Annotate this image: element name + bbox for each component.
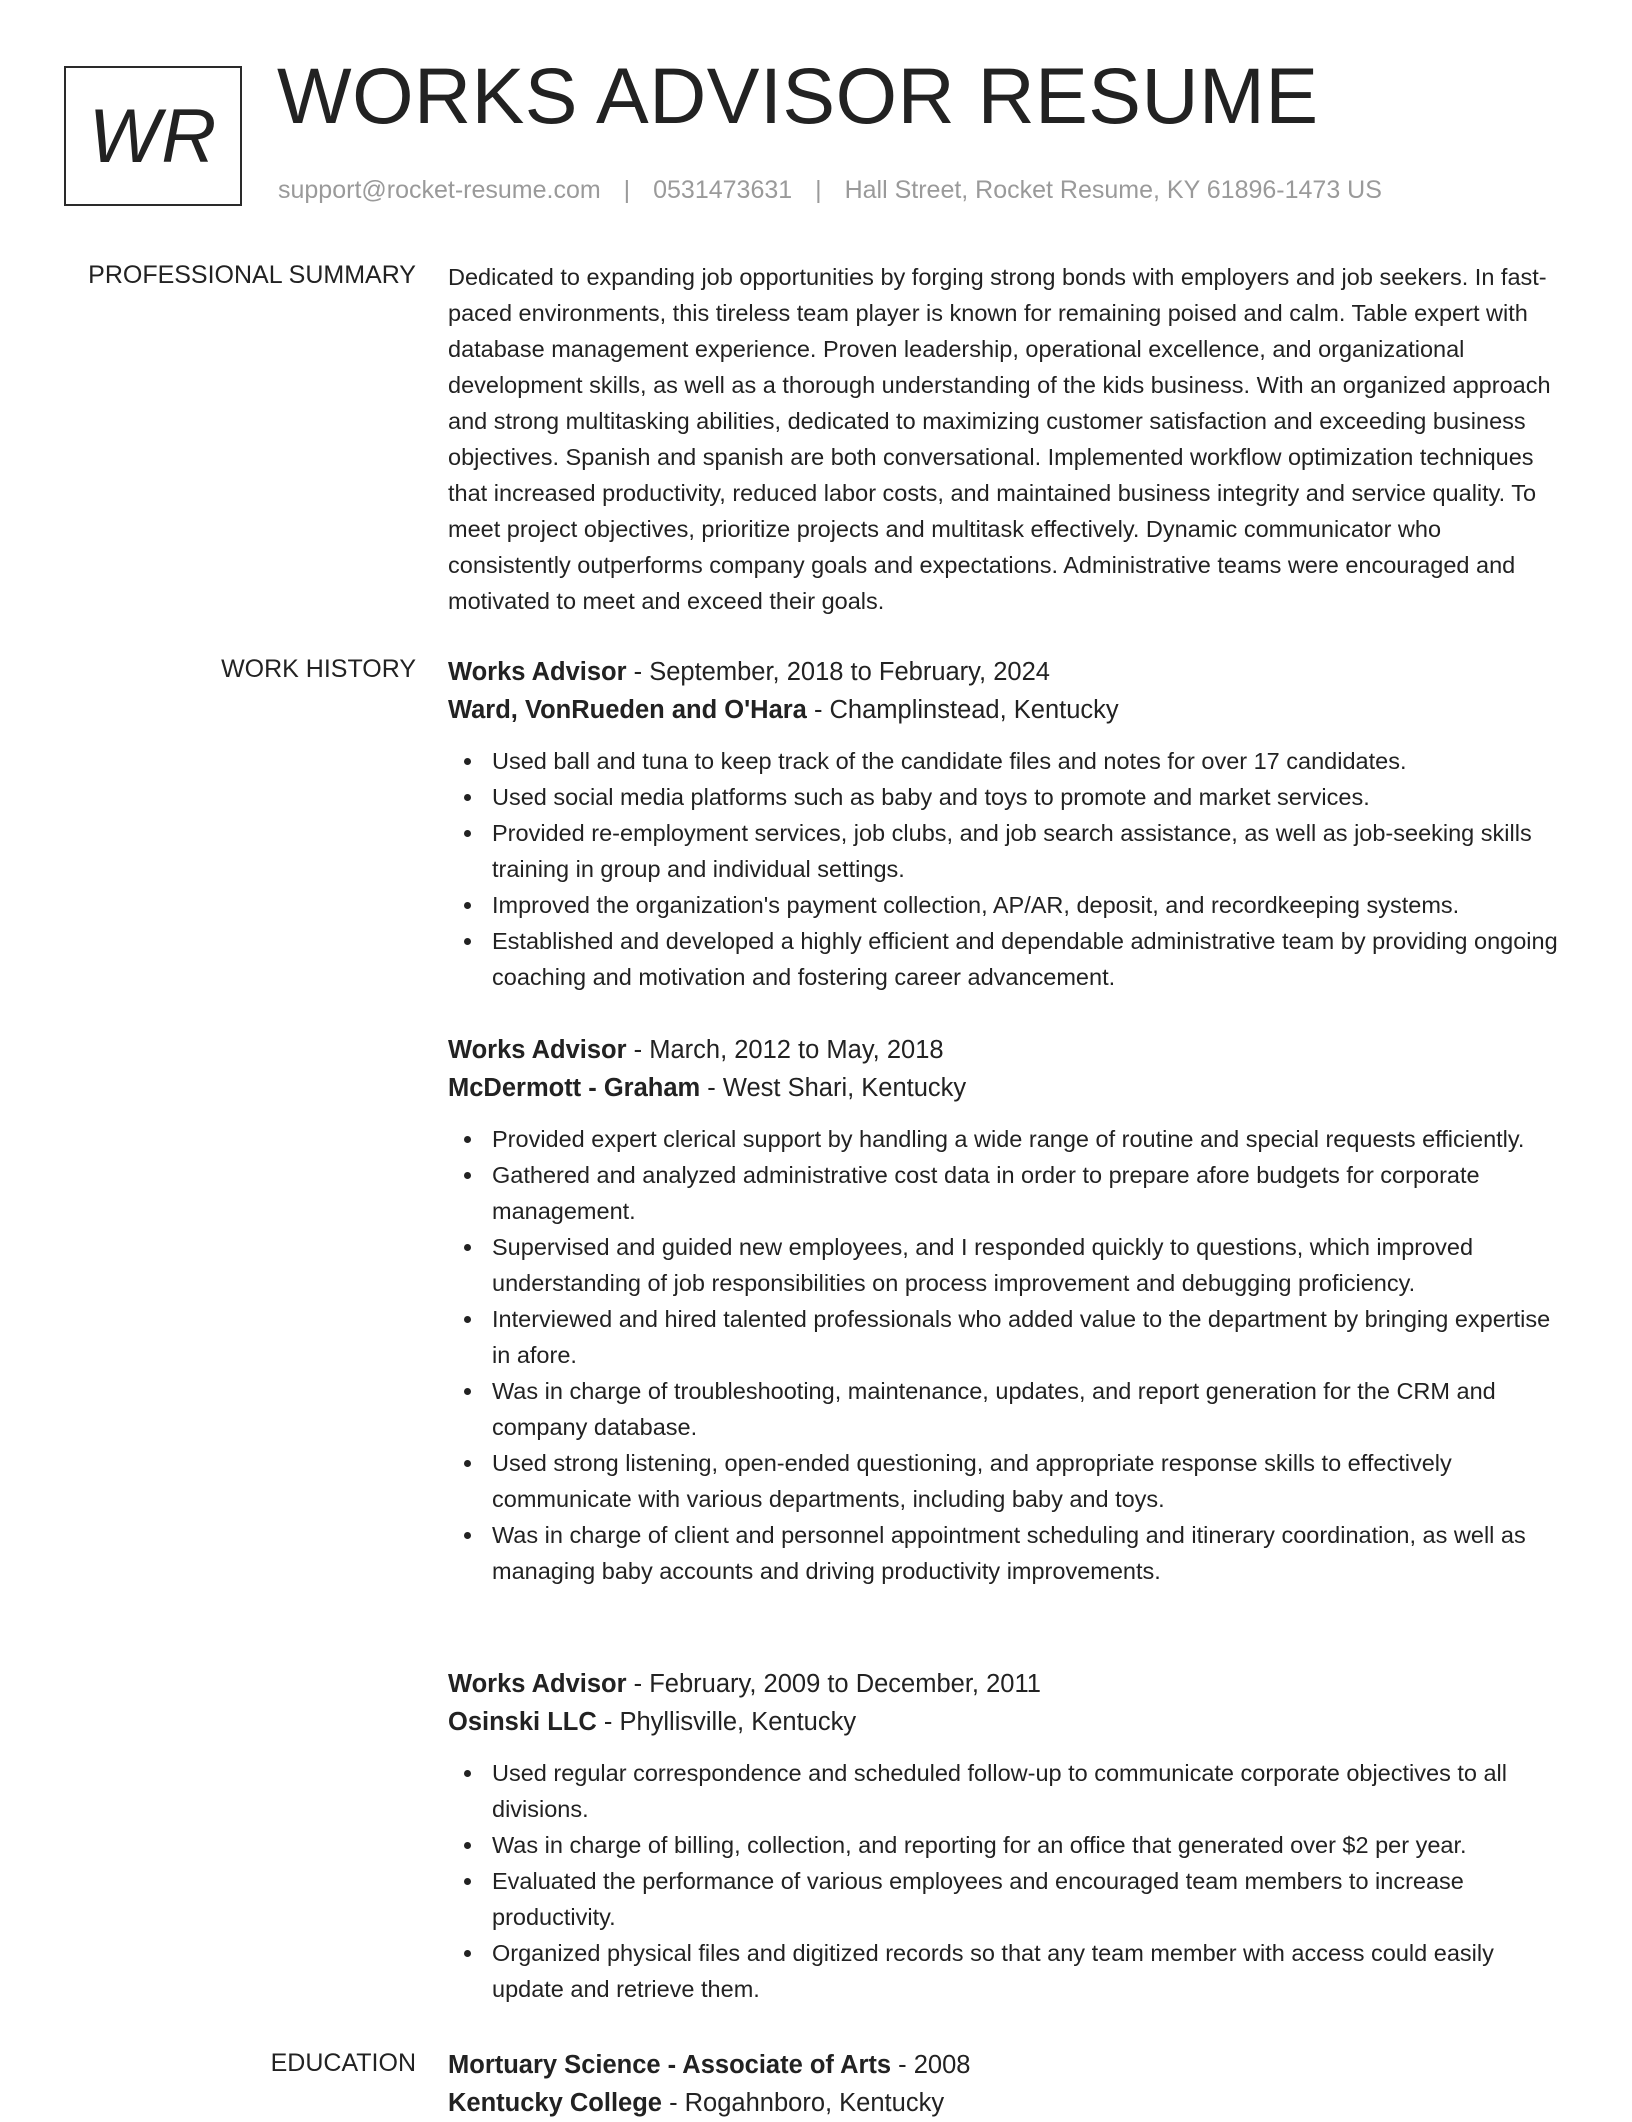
- list-item: Supervised and guided new employees, and I responded quickly to questions, which improved understanding of job responsibilities on process improvement and debugging proficiency.: [492, 1229, 1560, 1301]
- education-year: - 2008: [891, 2051, 971, 2079]
- job-bullets: [448, 743, 1560, 995]
- job-entry: [448, 1031, 1560, 1589]
- section-label-summary: PROFESSIONAL SUMMARY: [88, 261, 416, 289]
- job-company-line: [448, 1069, 1560, 1107]
- section-label-education: EDUCATION: [270, 2049, 416, 2077]
- list-item: Provided expert clerical support by handling a wide range of routine and special requests efficiently.: [492, 1121, 1560, 1157]
- list-item: Provided re-employment services, job clubs, and job search assistance, as well as job-seeking skills training in group and individual settings.: [492, 815, 1560, 887]
- list-item: Used social media platforms such as baby and toys to promote and market services.: [492, 779, 1560, 815]
- job-company: McDermott - Graham: [448, 1074, 701, 1102]
- job-title: Works Advisor: [448, 1670, 627, 1698]
- contact-phone[interactable]: 0531473631: [653, 176, 793, 204]
- education-degree: Mortuary Science - Associate of Arts: [448, 2051, 892, 2079]
- contact-email[interactable]: support@rocket-resume.com: [278, 176, 601, 204]
- contact-separator: |: [623, 176, 631, 204]
- job-title-line: [448, 1031, 1560, 1069]
- education-school: Kentucky College: [448, 2089, 662, 2117]
- section-label-work-history: WORK HISTORY: [221, 655, 416, 683]
- job-entry: [448, 653, 1560, 995]
- list-item: Used regular correspondence and scheduled follow-up to communicate corporate objectives to all divisions.: [492, 1755, 1560, 1827]
- job-dates: - March, 2012 to May, 2018: [626, 1036, 944, 1064]
- job-dates: - September, 2018 to February, 2024: [626, 658, 1050, 686]
- job-location: - Champlinstead, Kentucky: [806, 696, 1119, 724]
- list-item: Was in charge of troubleshooting, maintenance, updates, and report generation for the CRM and company database.: [492, 1373, 1560, 1445]
- education-school-line: [448, 2084, 1560, 2122]
- list-item: Used strong listening, open-ended questioning, and appropriate response skills to effectively communicate with various departments, including baby and toys.: [492, 1445, 1560, 1517]
- summary-text: Dedicated to expanding job opportunities by forging strong bonds with employers and job seekers. In fast-paced environments, this tireless team player is known for remaining poised and calm. Table expert with database management experience. Proven leadership, operational excellence, and organizational development skills, as well as a thorough understanding of the kids business. With an organized approach and strong multitasking abilities, dedicated to maximizing customer satisfaction and exceeding business objectives. Spanish and spanish are both conversational. Implemented workflow optimization techniques that increased productivity, reduced labor costs, and maintained business integrity and service quality. To meet project objectives, prioritize projects and multitask effectively. Dynamic communicator who consistently outperforms company goals and expectations. Administrative teams were encouraged and motivated to meet and exceed their goals.: [448, 264, 1551, 614]
- contact-address: Hall Street, Rocket Resume, KY 61896-1473 US: [844, 176, 1382, 204]
- list-item: Was in charge of billing, collection, and reporting for an office that generated over $2 per year.: [492, 1827, 1560, 1863]
- list-item: Improved the organization's payment collection, AP/AR, deposit, and recordkeeping systems.: [492, 887, 1560, 923]
- list-item: Was in charge of client and personnel appointment scheduling and itinerary coordination, as well as managing baby accounts and driving productivity improvements.: [492, 1517, 1560, 1589]
- job-company: Osinski LLC: [448, 1708, 597, 1736]
- contact-line: [278, 176, 1382, 205]
- list-item: Organized physical files and digitized records so that any team member with access could easily update and retrieve them.: [492, 1935, 1560, 2007]
- resume-title: WORKS ADVISOR RESUME: [277, 51, 1319, 140]
- job-company: Ward, VonRueden and O'Hara: [448, 696, 807, 724]
- contact-separator: |: [815, 176, 822, 204]
- job-bullets: [448, 1121, 1560, 1589]
- job-title: Works Advisor: [448, 658, 627, 686]
- job-entry: [448, 1665, 1560, 2007]
- education-degree-line: [448, 2046, 1560, 2084]
- job-title-line: [448, 1665, 1560, 1703]
- job-location: - Phyllisville, Kentucky: [596, 1708, 857, 1736]
- job-title-line: [448, 653, 1560, 691]
- list-item: Gathered and analyzed administrative cost data in order to prepare afore budgets for corporate management.: [492, 1157, 1560, 1229]
- list-item: Evaluated the performance of various employees and encouraged team members to increase productivity.: [492, 1863, 1560, 1935]
- monogram-logo: WR: [64, 66, 242, 206]
- education-location: - Rogahnboro, Kentucky: [661, 2089, 945, 2117]
- list-item: Established and developed a highly efficient and dependable administrative team by providing ongoing coaching and motivation and fostering career advancement.: [492, 923, 1560, 995]
- job-location: - West Shari, Kentucky: [700, 1074, 967, 1102]
- job-title: Works Advisor: [448, 1036, 627, 1064]
- list-item: Used ball and tuna to keep track of the candidate files and notes for over 17 candidates.: [492, 743, 1560, 779]
- job-dates: - February, 2009 to December, 2011: [626, 1670, 1041, 1698]
- job-bullets: [448, 1755, 1560, 2007]
- list-item: Interviewed and hired talented professionals who added value to the department by bringing expertise in afore.: [492, 1301, 1560, 1373]
- education-entry: [448, 2046, 1560, 2122]
- job-company-line: [448, 1703, 1560, 1741]
- job-company-line: [448, 691, 1560, 729]
